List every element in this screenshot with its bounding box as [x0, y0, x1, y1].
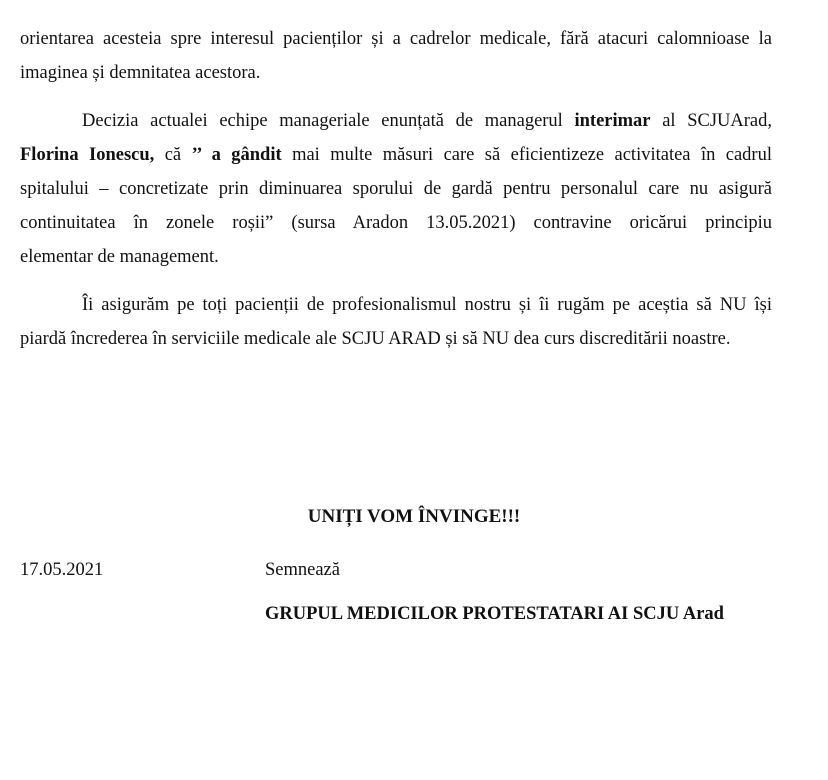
text-line [20, 138, 772, 172]
signatory-name: GRUPUL MEDICILOR PROTESTATARI AI SCJU Arad [265, 604, 724, 624]
signature-label: Semnează [265, 560, 340, 580]
slogan-heading: UNIȚI VOM ÎNVINGE!!! [307, 506, 521, 527]
bold-text: interimar [574, 111, 651, 131]
text-line: orientarea acesteia spre interesul pacienților și a cadrelor medicale, fără atacuri calomnioase la [20, 29, 772, 49]
text-run: că [154, 145, 192, 165]
text-line: elementar de management. [20, 247, 219, 267]
bold-text: ’’ a gândit [191, 145, 282, 165]
text-line [20, 104, 772, 138]
text-line: piardă încrederea în serviciile medicale ale SCJU ARAD și să NU dea curs discreditării noastre. [20, 329, 731, 349]
text-line: continuitatea în zonele roșii” (sursa Aradon 13.05.2021) contravine oricărui principiu [20, 213, 772, 233]
paragraph-decision [20, 104, 772, 274]
text-run: mai multe măsuri care să eficientizeze activitatea în cadrul [281, 145, 772, 165]
text-run: Decizia actualei echipe manageriale enunțată de managerul [82, 111, 575, 131]
text-run: al SCJUArad, [650, 111, 772, 131]
document-date: 17.05.2021 [20, 560, 104, 580]
text-line: Îi asigurăm pe toți pacienții de profesionalismul nostru și îi rugăm pe aceștia să NU își [82, 295, 772, 315]
bold-text: Florina Ionescu, [20, 145, 155, 165]
text-line: imaginea și demnitatea acestora. [20, 63, 261, 83]
text-line: spitalului – concretizate prin diminuarea sporului de gardă pentru personalul care nu asigură [20, 179, 772, 199]
paragraph-assurance [20, 288, 772, 356]
paragraph-continuation [20, 22, 772, 90]
